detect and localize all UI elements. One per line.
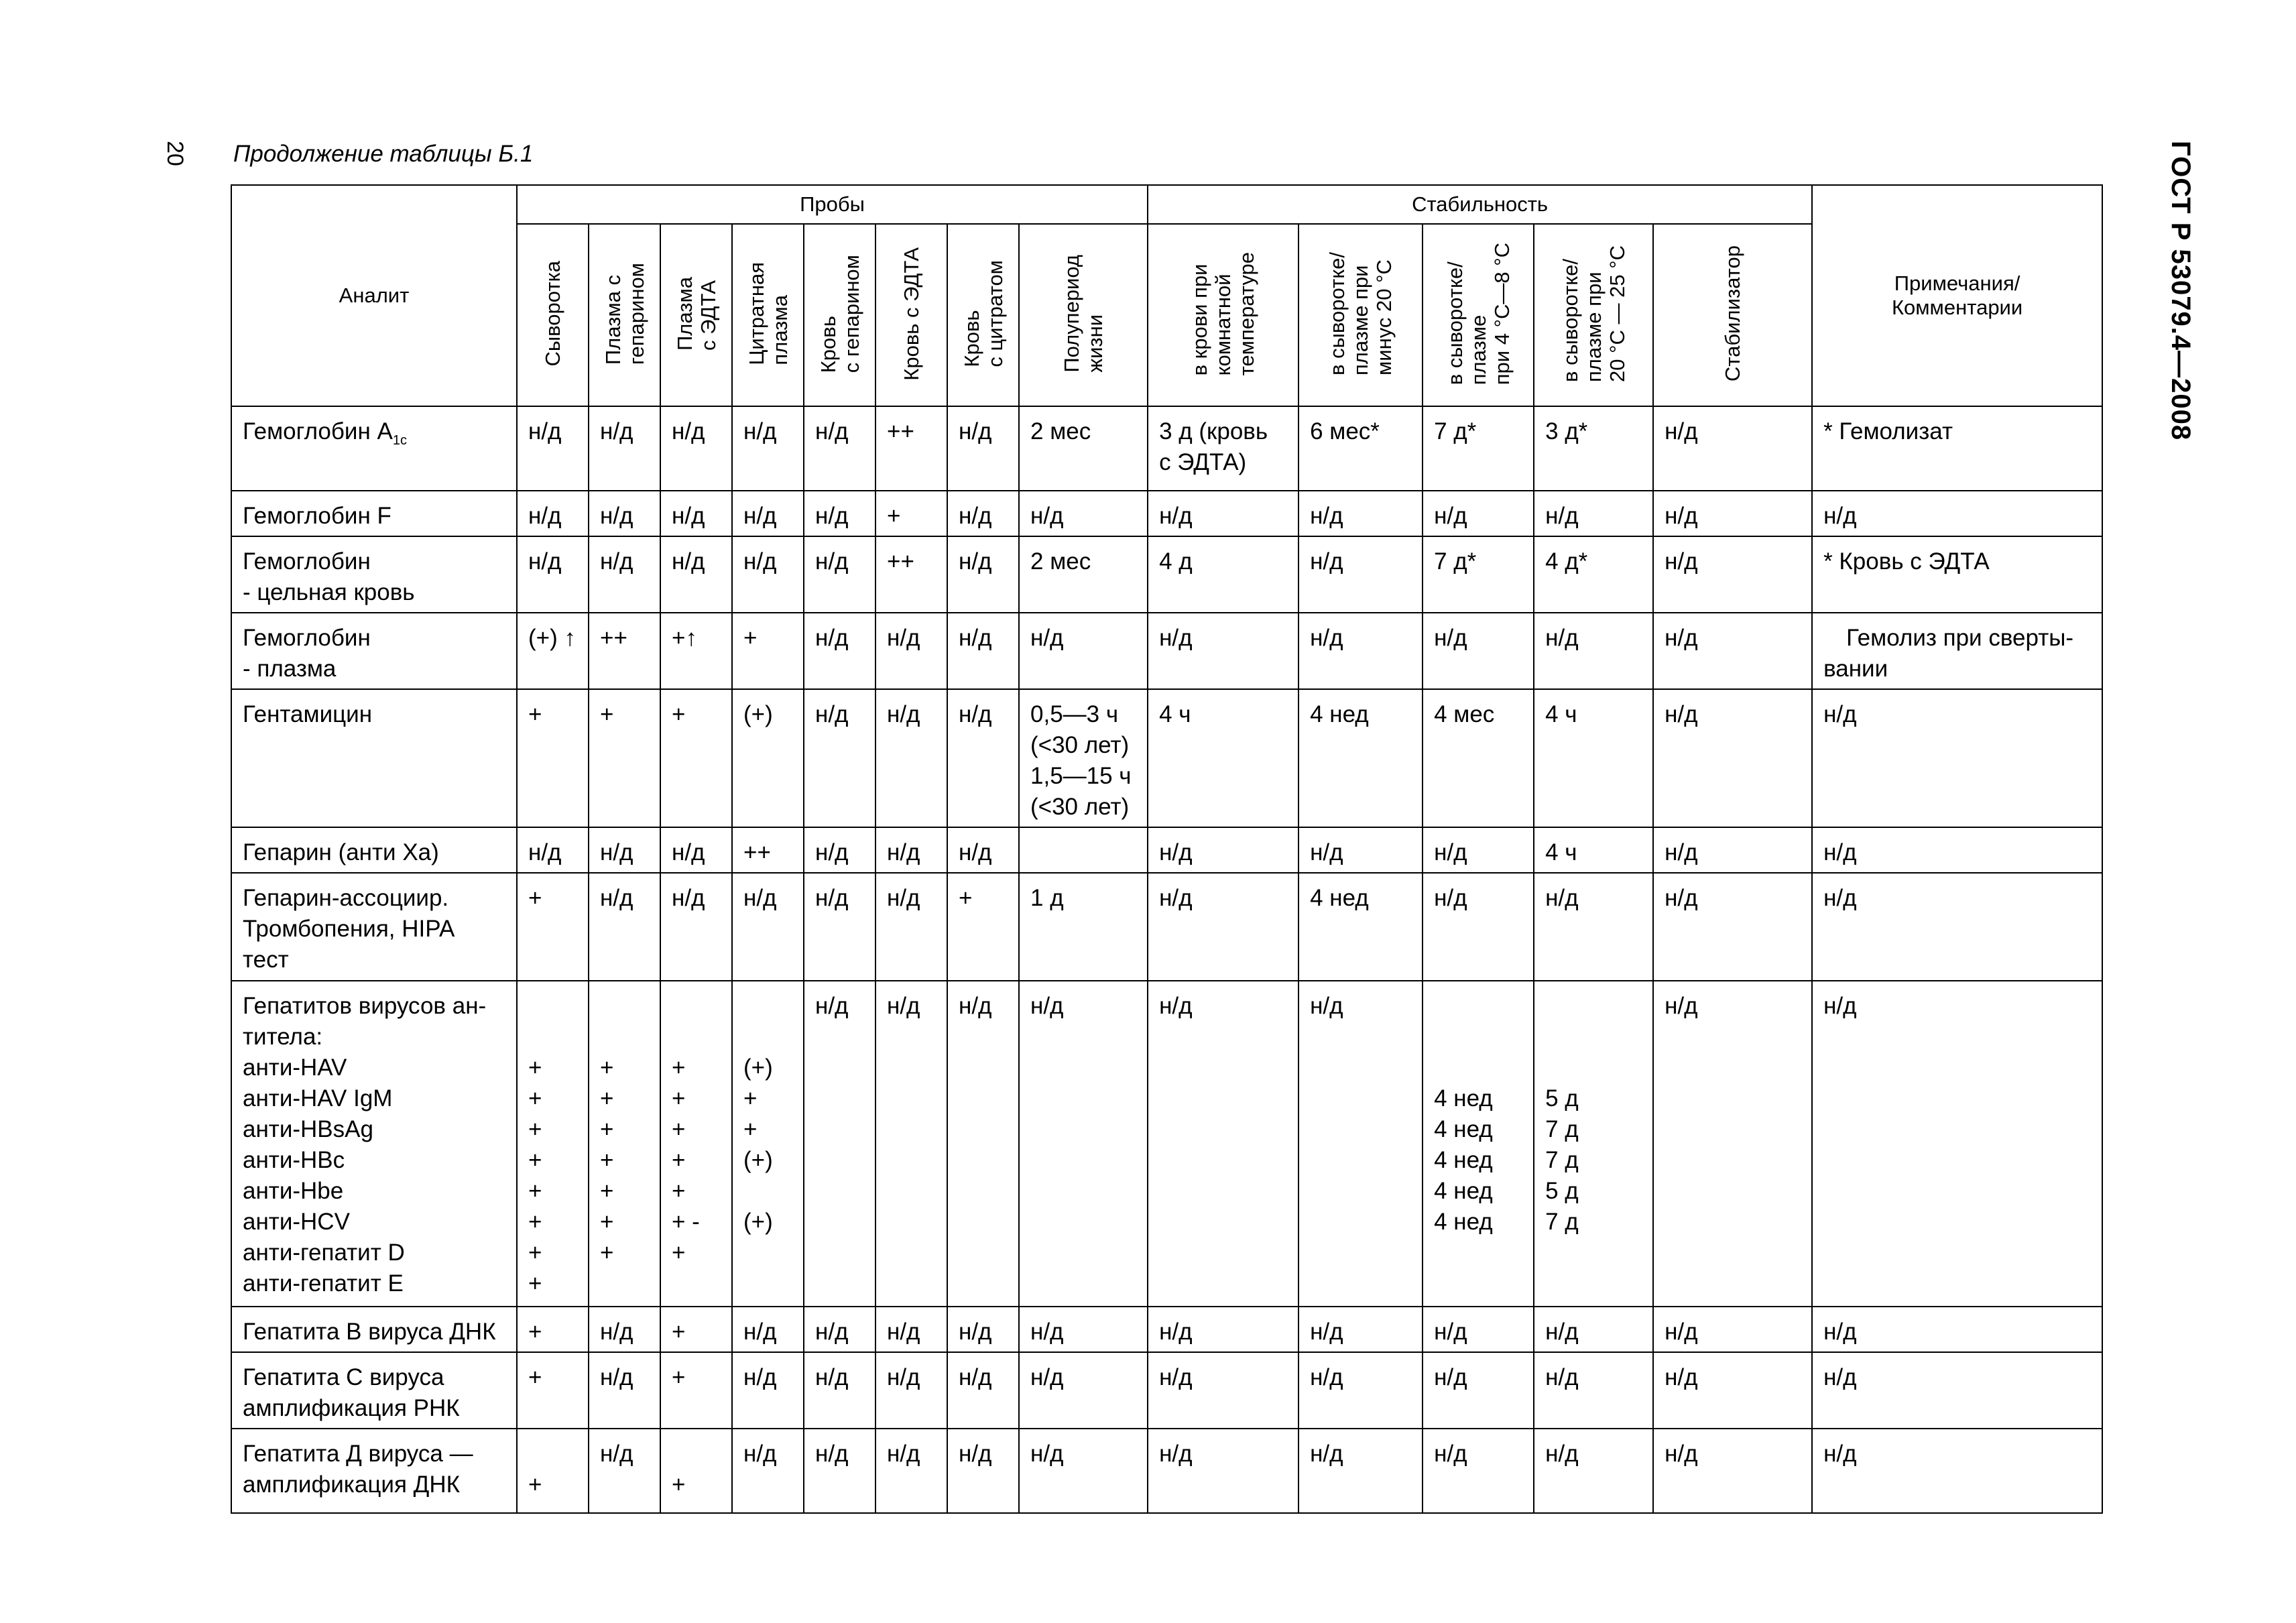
- value-cell: н/д: [875, 1352, 947, 1429]
- column-header: Цитратная плазма: [732, 224, 804, 406]
- analyte-cell: Гемоглобин $А_{1с}$: [231, 406, 517, 491]
- value-cell: н/д: [732, 491, 804, 536]
- value-cell: н/д: [947, 613, 1019, 689]
- note-cell: н/д: [1812, 1352, 2102, 1429]
- value-cell: н/д: [947, 1429, 1019, 1513]
- value-cell: н/д: [732, 873, 804, 981]
- value-cell: н/д: [875, 1429, 947, 1513]
- value-cell: н/д: [517, 406, 589, 491]
- header-notes: Примечания/ Комментарии: [1812, 185, 2102, 406]
- value-cell: н/д: [1148, 613, 1298, 689]
- table-body: [231, 406, 2102, 1513]
- note-cell: н/д: [1812, 981, 2102, 1307]
- value-cell: + + + + + + + +: [517, 981, 589, 1307]
- value-cell: +: [589, 689, 660, 827]
- value-cell: 3 д*: [1534, 406, 1653, 491]
- value-cell: + + + + + + - +: [660, 981, 732, 1307]
- value-cell: н/д: [1298, 1352, 1423, 1429]
- value-cell: н/д: [1653, 873, 1812, 981]
- value-cell: +: [660, 1429, 732, 1513]
- value-cell: 4 д*: [1534, 536, 1653, 613]
- value-cell: н/д: [589, 827, 660, 873]
- value-cell: ++: [589, 613, 660, 689]
- analyte-cell: Гепатита Д вируса — амплификация ДНК: [231, 1429, 517, 1513]
- value-cell: н/д: [875, 873, 947, 981]
- value-cell: н/д: [732, 1429, 804, 1513]
- analyte-cell: Гемоглобин - плазма: [231, 613, 517, 689]
- value-cell: н/д: [1298, 1307, 1423, 1352]
- value-cell: н/д: [804, 536, 875, 613]
- value-cell: н/д: [804, 981, 875, 1307]
- column-header: в крови при комнатной температуре: [1148, 224, 1298, 406]
- value-cell: н/д: [660, 406, 732, 491]
- value-cell: н/д: [1423, 1352, 1534, 1429]
- value-cell: 4 нед: [1298, 873, 1423, 981]
- value-cell: н/д: [1534, 491, 1653, 536]
- value-cell: н/д: [589, 1429, 660, 1513]
- value-cell: н/д: [1534, 1307, 1653, 1352]
- value-cell: н/д: [1423, 1307, 1534, 1352]
- column-header: в сыворотке/ плазме при 20 °С — 25 °С: [1534, 224, 1653, 406]
- value-cell: н/д: [589, 536, 660, 613]
- value-cell: (+) + + (+) (+): [732, 981, 804, 1307]
- table-row: [231, 1352, 2102, 1429]
- column-header: Кровь с ЭДТА: [875, 224, 947, 406]
- value-cell: +: [660, 689, 732, 827]
- value-cell: н/д: [1653, 981, 1812, 1307]
- value-cell: н/д: [947, 981, 1019, 1307]
- note-cell: Гемолиз при сверты- вании: [1812, 613, 2102, 689]
- value-cell: н/д: [1653, 491, 1812, 536]
- value-cell: н/д: [1019, 1352, 1148, 1429]
- value-cell: н/д: [804, 827, 875, 873]
- value-cell: н/д: [1423, 1429, 1534, 1513]
- table-row: [231, 536, 2102, 613]
- value-cell: 2 мес: [1019, 406, 1148, 491]
- value-cell: н/д: [1653, 827, 1812, 873]
- value-cell: н/д: [947, 536, 1019, 613]
- value-cell: 4 д: [1148, 536, 1298, 613]
- value-cell: н/д: [589, 1307, 660, 1352]
- table-row: [231, 827, 2102, 873]
- value-cell: н/д: [1148, 491, 1298, 536]
- value-cell: н/д: [589, 873, 660, 981]
- value-cell: н/д: [1148, 1307, 1298, 1352]
- value-cell: +: [660, 1307, 732, 1352]
- page-number: 20: [162, 141, 188, 166]
- value-cell: н/д: [1534, 1352, 1653, 1429]
- value-cell: +: [517, 1307, 589, 1352]
- value-cell: н/д: [732, 406, 804, 491]
- value-cell: н/д: [1653, 406, 1812, 491]
- value-cell: н/д: [589, 406, 660, 491]
- value-cell: н/д: [947, 1307, 1019, 1352]
- value-cell: н/д: [1534, 873, 1653, 981]
- value-cell: н/д: [804, 1307, 875, 1352]
- value-cell: н/д: [1298, 613, 1423, 689]
- value-cell: +: [517, 689, 589, 827]
- value-cell: н/д: [1534, 1429, 1653, 1513]
- value-cell: н/д: [947, 827, 1019, 873]
- analyte-cell: Гепатита В вируса ДНК: [231, 1307, 517, 1352]
- value-cell: н/д: [1298, 827, 1423, 873]
- note-cell: н/д: [1812, 1307, 2102, 1352]
- value-cell: 4 ч: [1148, 689, 1298, 827]
- value-cell: ++: [732, 827, 804, 873]
- note-cell: н/д: [1812, 827, 2102, 873]
- value-cell: +: [732, 613, 804, 689]
- column-header: Сыворотка: [517, 224, 589, 406]
- analyte-cell: Гепарин-ассоциир. Тромбопения, HIPA тест: [231, 873, 517, 981]
- column-header: в сыворотке/ плазме при минус 20 °С: [1298, 224, 1423, 406]
- header-samples-group: Пробы: [517, 185, 1148, 224]
- value-cell: н/д: [804, 613, 875, 689]
- document-code: ГОСТ Р 53079.4—2008: [2166, 141, 2195, 441]
- value-cell: 4 мес: [1423, 689, 1534, 827]
- value-cell: н/д: [1423, 491, 1534, 536]
- value-cell: 7 д*: [1423, 406, 1534, 491]
- analyte-cell: Гемоглобин F: [231, 491, 517, 536]
- value-cell: н/д: [732, 536, 804, 613]
- value-cell: н/д: [589, 491, 660, 536]
- value-cell: н/д: [1019, 1429, 1148, 1513]
- value-cell: н/д: [947, 689, 1019, 827]
- note-cell: н/д: [1812, 873, 2102, 981]
- value-cell: 4 нед: [1298, 689, 1423, 827]
- value-cell: 3 д (кровь с ЭДТА): [1148, 406, 1298, 491]
- value-cell: н/д: [1653, 613, 1812, 689]
- value-cell: н/д: [660, 873, 732, 981]
- value-cell: 4 нед 4 нед 4 нед 4 нед 4 нед: [1423, 981, 1534, 1307]
- value-cell: н/д: [804, 491, 875, 536]
- value-cell: н/д: [517, 491, 589, 536]
- analyte-cell: Гемоглобин - цельная кровь: [231, 536, 517, 613]
- value-cell: 1 д: [1019, 873, 1148, 981]
- value-cell: н/д: [732, 1352, 804, 1429]
- value-cell: н/д: [1019, 981, 1148, 1307]
- value-cell: н/д: [1148, 1352, 1298, 1429]
- value-cell: н/д: [947, 1352, 1019, 1429]
- value-cell: н/д: [875, 827, 947, 873]
- note-cell: н/д: [1812, 491, 2102, 536]
- value-cell: н/д: [804, 689, 875, 827]
- analyte-cell: Гентамицин: [231, 689, 517, 827]
- value-cell: +↑: [660, 613, 732, 689]
- value-cell: н/д: [1423, 827, 1534, 873]
- value-cell: н/д: [1423, 613, 1534, 689]
- note-cell: н/д: [1812, 689, 2102, 827]
- value-cell: н/д: [732, 1307, 804, 1352]
- value-cell: н/д: [1148, 873, 1298, 981]
- value-cell: н/д: [1148, 827, 1298, 873]
- value-cell: ++: [875, 406, 947, 491]
- value-cell: ++: [875, 536, 947, 613]
- analyte-subscript: 1с: [392, 433, 408, 448]
- value-cell: н/д: [1298, 491, 1423, 536]
- value-cell: н/д: [517, 827, 589, 873]
- value-cell: 4 ч: [1534, 827, 1653, 873]
- table-row: [231, 873, 2102, 981]
- value-cell: +: [875, 491, 947, 536]
- column-header: Кровь с цитратом: [947, 224, 1019, 406]
- value-cell: +: [660, 1352, 732, 1429]
- data-table: [231, 184, 2103, 1514]
- value-cell: н/д: [804, 1429, 875, 1513]
- value-cell: н/д: [947, 406, 1019, 491]
- value-cell: н/д: [804, 406, 875, 491]
- value-cell: 0,5—3 ч (<30 лет) 1,5—15 ч (<30 лет): [1019, 689, 1148, 827]
- value-cell: 7 д*: [1423, 536, 1534, 613]
- value-cell: н/д: [1298, 981, 1423, 1307]
- analyte-cell: Гепатита С вируса амплификация РНК: [231, 1352, 517, 1429]
- value-cell: +: [947, 873, 1019, 981]
- value-cell: +: [517, 873, 589, 981]
- column-header: Плазма с гепарином: [589, 224, 660, 406]
- table-row: [231, 406, 2102, 491]
- value-cell: н/д: [804, 1352, 875, 1429]
- value-cell: н/д: [660, 827, 732, 873]
- table-row: [231, 981, 2102, 1307]
- value-cell: 2 мес: [1019, 536, 1148, 613]
- table-row: [231, 491, 2102, 536]
- value-cell: н/д: [1148, 1429, 1298, 1513]
- value-cell: н/д: [1423, 873, 1534, 981]
- column-header: Кровь с гепарином: [804, 224, 875, 406]
- value-cell: 4 ч: [1534, 689, 1653, 827]
- value-cell: [1019, 827, 1148, 873]
- value-cell: н/д: [1298, 1429, 1423, 1513]
- value-cell: н/д: [875, 1307, 947, 1352]
- value-cell: 6 мес*: [1298, 406, 1423, 491]
- table-row: [231, 1429, 2102, 1513]
- table-row: [231, 613, 2102, 689]
- header-stability-group: Стабильность: [1148, 185, 1812, 224]
- value-cell: н/д: [875, 613, 947, 689]
- value-cell: 5 д 7 д 7 д 5 д 7 д: [1534, 981, 1653, 1307]
- value-cell: н/д: [1019, 613, 1148, 689]
- value-cell: +: [517, 1429, 589, 1513]
- value-cell: н/д: [517, 536, 589, 613]
- column-header: Плазма с ЭДТА: [660, 224, 732, 406]
- value-cell: н/д: [660, 491, 732, 536]
- value-cell: н/д: [947, 491, 1019, 536]
- note-cell: * Гемолизат: [1812, 406, 2102, 491]
- analyte-cell: Гепатитов вирусов ан- титела: анти-HAV анти-HAV IgM анти-HBsAg анти-HBc анти-Hbe анти-HCV анти-гепатит D анти-гепатит Е: [231, 981, 517, 1307]
- table-row: [231, 689, 2102, 827]
- value-cell: (+): [732, 689, 804, 827]
- value-cell: н/д: [1653, 1429, 1812, 1513]
- value-cell: н/д: [660, 536, 732, 613]
- value-cell: +: [517, 1352, 589, 1429]
- value-cell: н/д: [875, 981, 947, 1307]
- value-cell: н/д: [1019, 491, 1148, 536]
- analyte-cell: Гепарин (анти Ха): [231, 827, 517, 873]
- note-cell: н/д: [1812, 1429, 2102, 1513]
- value-cell: н/д: [1298, 536, 1423, 613]
- value-cell: н/д: [1653, 689, 1812, 827]
- column-header: Стабилизатор: [1653, 224, 1812, 406]
- table-caption: Продолжение таблицы Б.1: [233, 141, 534, 167]
- value-cell: н/д: [875, 689, 947, 827]
- column-header: в сыворотке/ плазме при 4 °С—8 °С: [1423, 224, 1534, 406]
- value-cell: (+) ↑: [517, 613, 589, 689]
- value-cell: н/д: [589, 1352, 660, 1429]
- table-row: [231, 1307, 2102, 1352]
- value-cell: н/д: [1653, 1307, 1812, 1352]
- value-cell: н/д: [1534, 613, 1653, 689]
- note-cell: * Кровь с ЭДТА: [1812, 536, 2102, 613]
- column-header: Полупериод жизни: [1019, 224, 1148, 406]
- value-cell: + + + + + + +: [589, 981, 660, 1307]
- value-cell: н/д: [1148, 981, 1298, 1307]
- value-cell: н/д: [1653, 1352, 1812, 1429]
- value-cell: н/д: [1019, 1307, 1148, 1352]
- value-cell: н/д: [804, 873, 875, 981]
- value-cell: н/д: [1653, 536, 1812, 613]
- header-analyte: Аналит: [231, 185, 517, 406]
